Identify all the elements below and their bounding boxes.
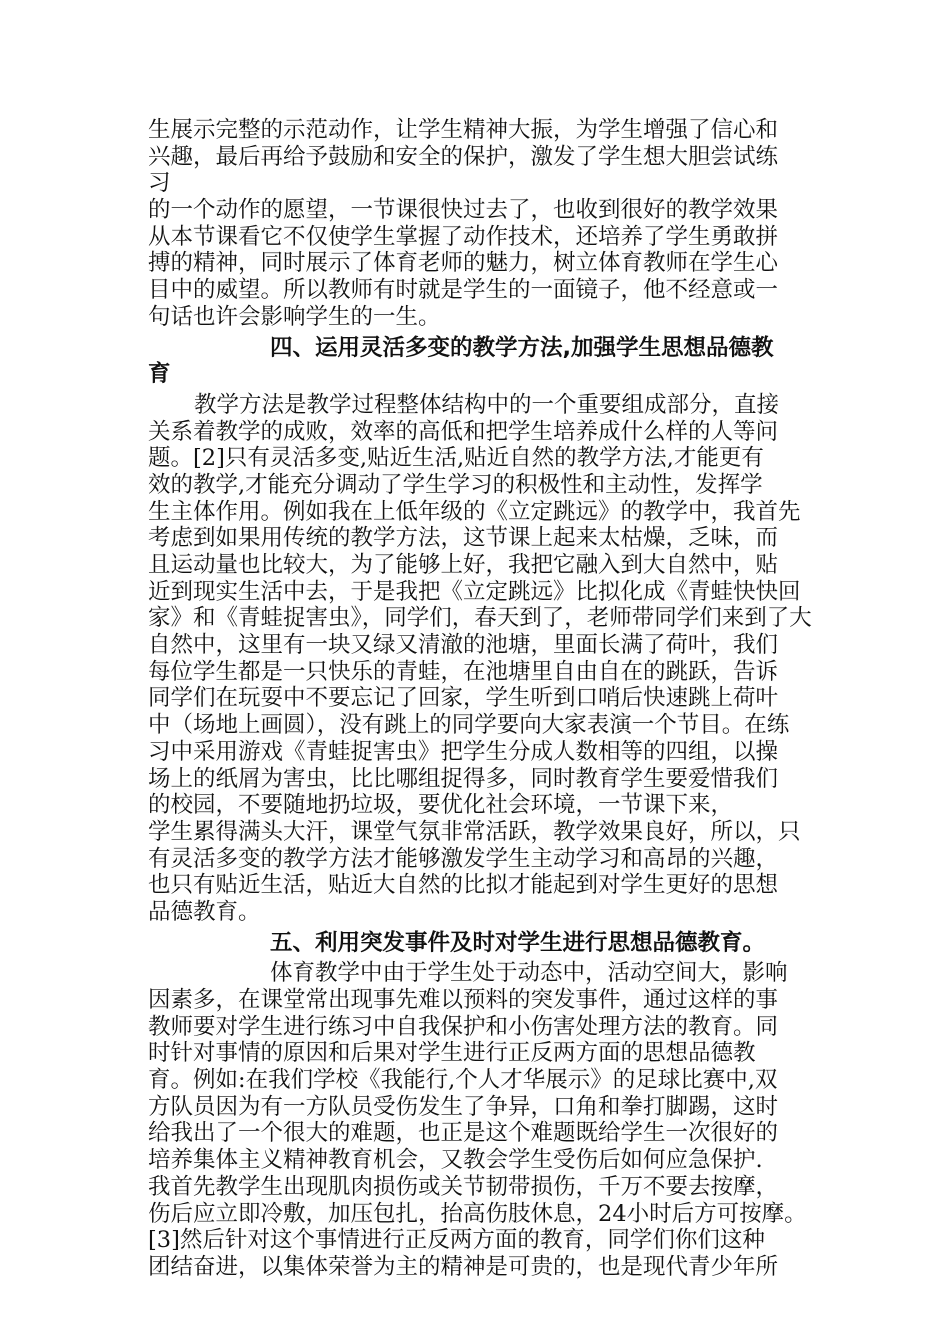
heading-line: 育: [148, 361, 171, 388]
text-line: 效的教学,才能充分调动了学生学习的积极性和主动性，发挥学: [148, 471, 763, 498]
text-line: 体育教学中由于学生处于动态中，活动空间大，影响: [270, 960, 788, 987]
section-heading-4: [148, 335, 808, 388]
text-line: 目中的威望。所以教师有时就是学生的一面镜子，他不经意或一: [148, 277, 779, 304]
text-line: 近到现实生活中去，于是我把《立定跳远》比拟化成《青蛙快快回: [148, 578, 801, 605]
text-line: 从本节课看它不仅使学生掌握了动作技术，还培养了学生勇敢拼: [148, 223, 779, 250]
text-line: 关系着教学的成败，效率的高低和把学生培养成什么样的人等问: [148, 418, 779, 445]
text-line: 习: [148, 170, 171, 197]
text-line: 场上的纸屑为害虫，比比哪组捉得多，同时教育学生要爱惜我们: [148, 765, 779, 792]
text-line: 且运动量也比较大，为了能够上好，我把它融入到大自然中，贴: [148, 552, 779, 578]
text-line: 我首先教学生出现肌肉损伤或关节韧带损伤，千万不要去按摩，: [148, 1173, 779, 1200]
section-heading-5: [148, 930, 808, 957]
paragraph-sudden-events: [148, 960, 808, 1280]
text-line: 句话也许会影响学生的一生。: [148, 303, 441, 330]
text-line: 方队员因为有一方队员受伤发生了争异，口角和拳打脚踢，这时: [148, 1093, 779, 1120]
text-line: 中（场地上画圆），没有跳上的同学要向大家表演一个节目。在练: [148, 712, 790, 739]
text-line: 学生累得满头大汗，课堂气氛非常活跃，教学效果良好，所以，只: [148, 818, 801, 845]
text-line: 自然中，这里有一块又绿又清澈的池塘，里面长满了荷叶，我们: [148, 632, 779, 659]
heading-line: 五、利用突发事件及时对学生进行思想品德教育。: [270, 929, 766, 956]
text-line: [3]然后针对这个事情进行正反两方面的教育，同学们你们这种: [148, 1227, 765, 1254]
text-line: 育。例如:在我们学校《我能行,个人才华展示》的足球比赛中,双: [148, 1067, 778, 1094]
text-line: 生展示完整的示范动作，让学生精神大振，为学生增强了信心和: [148, 117, 779, 143]
text-line: 也只有贴近生活，贴近大自然的比拟才能起到对学生更好的思想: [148, 872, 779, 899]
text-line: 教学方法是教学过程整体结构中的一个重要组成部分，直接: [194, 391, 780, 418]
text-line: 的校园，不要随地扔垃圾，要优化社会环境，一节课下来，: [148, 792, 734, 819]
text-line: 伤后应立即冷敷，加压包扎，抬高伤肢休息，24小时后方可按摩。: [148, 1200, 807, 1227]
text-line: 品德教育。: [148, 898, 261, 925]
text-line: 的一个动作的愿望，一节课很快过去了，也收到很好的教学效果: [148, 197, 779, 224]
text-line: 考虑到如果用传统的教学方法，这节课上起来太枯燥，乏味，而: [148, 525, 779, 552]
text-line: 教师要对学生进行练习中自我保护和小伤害处理方法的教育。同: [148, 1013, 779, 1040]
document-page: [148, 117, 812, 1281]
text-line: 有灵活多变的教学方法才能够激发学生主动学习和高昂的兴趣，: [148, 845, 779, 872]
text-line: 团结奋进，以集体荣誉为主的精神是可贵的，也是现代青少年所: [148, 1253, 779, 1280]
text-line: 生主体作用。例如我在上低年级的《立定跳远》的教学中，我首先: [148, 498, 801, 525]
paragraph-intro: [148, 117, 808, 331]
text-line: 习中采用游戏《青蛙捉害虫》把学生分成人数相等的四组，以操: [148, 738, 779, 765]
text-line: 给我出了一个很大的难题，也正是这个难题既给学生一次很好的: [148, 1120, 779, 1147]
text-line: 搏的精神，同时展示了体育老师的魅力，树立体育教师在学生心: [148, 250, 779, 277]
text-line: 家》和《青蛙捉害虫》，同学们，春天到了，老师带同学们来到了大: [148, 605, 812, 632]
text-line: 同学们在玩耍中不要忘记了回家，学生听到口哨后快速跳上荷叶: [148, 685, 779, 712]
text-line: 兴趣，最后再给予鼓励和安全的保护，激发了学生想大胆尝试练: [148, 143, 779, 170]
text-line: 题。[2]只有灵活多变,贴近生活,贴近自然的教学方法,才能更有: [148, 445, 764, 472]
text-line: 时针对事情的原因和后果对学生进行正反两方面的思想品德教: [148, 1040, 756, 1067]
text-line: 培养集体主义精神教育机会，又教会学生受伤后如何应急保护.: [148, 1147, 763, 1174]
text-line: 每位学生都是一只快乐的青蛙，在池塘里自由自在的跳跃，告诉: [148, 658, 779, 685]
heading-line: 四、运用灵活多变的教学方法,加强学生思想品德教: [270, 334, 774, 361]
paragraph-teaching-methods: [148, 391, 812, 926]
text-line: 因素多，在课堂常出现事先难以预料的突发事件，通过这样的事: [148, 987, 779, 1013]
